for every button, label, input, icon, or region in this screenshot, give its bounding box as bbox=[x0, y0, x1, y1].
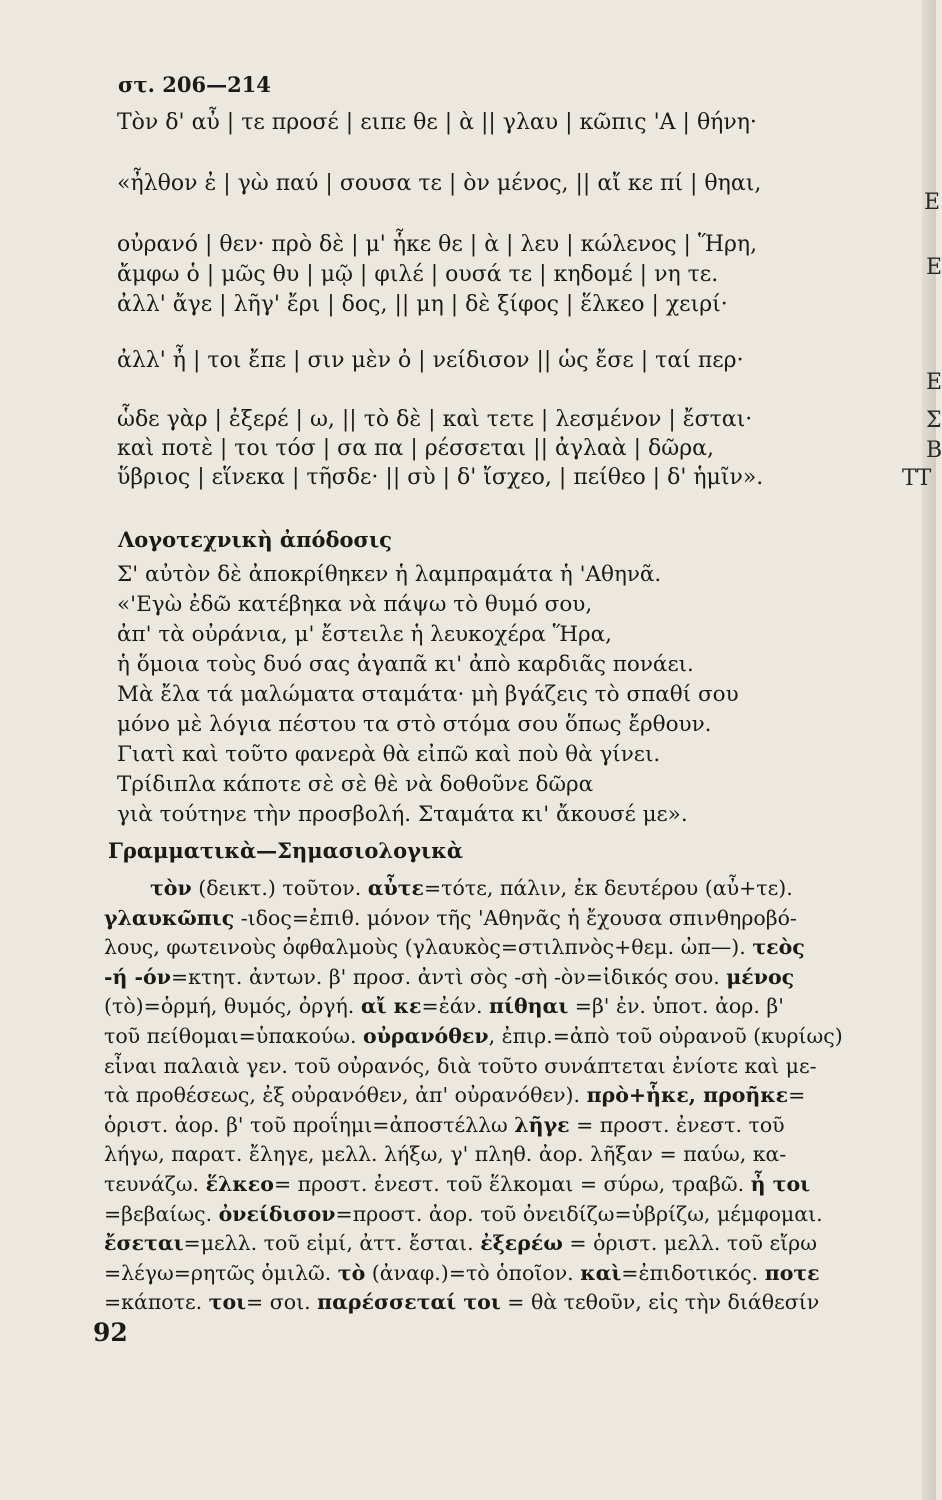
grammar-term: -ή -όν bbox=[104, 964, 171, 989]
grammar-text: =τότε, πάλιν, ἐκ δευτέρου (αὖ+τε). bbox=[424, 876, 793, 900]
grammar-line bbox=[104, 994, 784, 1018]
grammar-line bbox=[104, 1113, 785, 1137]
verse-line: ὧδε γὰρ | ἐξερέ | ω, || τὸ δὲ | καὶ τετε | λεσμένον | ἔσται· bbox=[117, 407, 753, 432]
grammar-text: λήγω, παρατ. ἔληγε, μελλ. λήξω, γ' πληθ. ἀορ. λῆξαν = παύω, κα- bbox=[104, 1142, 787, 1167]
grammar-term: καὶ bbox=[580, 1260, 622, 1285]
translation-line: ἡ ὅμοια τοὺς δυό σας ἀγαπᾶ κι' ἀπὸ καρδιᾶς πονάει. bbox=[117, 652, 694, 677]
page-number: 92 bbox=[93, 1318, 128, 1347]
grammar-text: =λέγω=ρητῶς ὁμιλῶ. bbox=[104, 1260, 338, 1285]
verse-line: ἄμφω ὁ | μῶς θυ | μῷ | φιλέ | ουσά τε | κηδομέ | νη τε. bbox=[117, 262, 719, 287]
grammar-text: , ἐπιρ.=ἀπὸ τοῦ οὐρανοῦ (κυρίως) bbox=[488, 1024, 843, 1048]
verse-line: «ἦλθον ἐ | γὼ παύ | σουσα τε | ὸν μένος, || αἴ κε πί | θηαι, bbox=[117, 171, 762, 196]
grammar-text: εἶναι παλαιὰ γεν. τοῦ οὐρανός, διὰ τοῦτο συνάπτεται ἐνίοτε καὶ με- bbox=[104, 1053, 817, 1078]
grammar-term: ὀνείδισον bbox=[218, 1201, 336, 1226]
grammar-line bbox=[104, 1290, 819, 1314]
grammar-term: αἴ κε bbox=[360, 994, 422, 1019]
grammar-text: λους, φωτεινοὺς ὀφθαλμοὺς (γλαυκὸς=στιλπνὸς+θεμ. ὠπ—). bbox=[104, 935, 753, 960]
translation-line: ἀπ' τὰ οὐράνια, μ' ἔστειλε ἡ λευκοχέρα Ἥρα, bbox=[117, 622, 613, 647]
translation-heading: Λογοτεχνικὴ ἀπόδοσις bbox=[118, 527, 392, 552]
edge-letter: Ε bbox=[926, 370, 942, 395]
grammar-term: ποτε bbox=[764, 1260, 820, 1285]
verse-line: ἀλλ' ἦ | τοι ἔπε | σιν μὲν ὀ | νείδισον || ὡς ἔσε | ταί περ· bbox=[117, 348, 744, 373]
grammar-line bbox=[150, 876, 793, 900]
grammar-term: αὖτε bbox=[367, 876, 424, 900]
grammar-text: =κάποτε. bbox=[104, 1290, 209, 1315]
grammar-text: = θὰ τεθοῦν, εἰς τὴν διάθεσίν bbox=[500, 1290, 820, 1315]
grammar-text: ὁριστ. ἀορ. β' τοῦ προΐημι=ἀποστέλλω bbox=[104, 1112, 515, 1137]
grammar-text: =β' ἐν. ὑποτ. ἀορ. β' bbox=[568, 994, 784, 1019]
edge-letter: Β bbox=[926, 438, 942, 463]
edge-letter: Ε bbox=[924, 190, 941, 215]
grammar-term: πρὸ+ἧκε, προῆκε bbox=[586, 1083, 789, 1108]
grammar-line bbox=[104, 1261, 820, 1285]
grammar-line bbox=[104, 1231, 817, 1255]
translation-line: γιὰ τούτηνε τὴν προσβολή. Σταμάτα κι' ἄκουσέ με». bbox=[117, 802, 688, 827]
grammar-term: πίθηαι bbox=[489, 994, 569, 1019]
grammar-text: =μελλ. τοῦ εἰμί, ἀττ. ἔσται. bbox=[183, 1231, 481, 1256]
grammar-text: τὰ προθέσεως, ἐξ οὐρανόθεν, ἀπ' οὐρανόθεν). bbox=[104, 1083, 587, 1108]
grammar-term: τὸν bbox=[150, 876, 192, 900]
grammar-term: τεὸς bbox=[752, 935, 805, 960]
grammar-term: ἦ τοι bbox=[750, 1172, 811, 1196]
grammar-line bbox=[104, 1172, 810, 1196]
grammar-text: =κτητ. ἀντων. β' προσ. ἀντὶ σὸς -σὴ -ὸν=ἰδικός σου. bbox=[170, 964, 727, 989]
grammar-text: =ἐπιδοτικός. bbox=[621, 1260, 765, 1285]
grammar-term: γλαυκῶπις bbox=[104, 905, 235, 930]
edge-letter: Σ bbox=[926, 408, 942, 433]
grammar-text: =προστ. ἀορ. τοῦ ὀνειδίζω=ὑβρίζω, μέμφομαι. bbox=[335, 1201, 823, 1226]
grammar-text: τευνάζω. bbox=[104, 1172, 206, 1196]
verse-reference: στ. 206—214 bbox=[118, 72, 271, 97]
grammar-line bbox=[104, 1142, 786, 1166]
verse-line: ἀλλ' ἄγε | λῆγ' ἔρι | δος, || μη | δὲ ξίφος | ἕλκεο | χειρί· bbox=[117, 292, 728, 317]
verse-line: καὶ ποτὲ | τοι τόσ | σα πα | ρέσσεται || ἀγλαὰ | δῶρα, bbox=[117, 436, 715, 461]
grammar-term: μένος bbox=[726, 964, 795, 989]
binding-edge bbox=[922, 0, 936, 1500]
grammar-term: ἕλκεο bbox=[205, 1172, 274, 1196]
grammar-text: =βεβαίως. bbox=[104, 1201, 219, 1226]
grammar-text: = ὁριστ. μελλ. τοῦ εἴρω bbox=[562, 1231, 817, 1256]
verse-line: οὐρανό | θεν· πρὸ δὲ | μ' ἧκε θε | ὰ | λευ | κώλενος | Ἥρη, bbox=[117, 232, 758, 257]
grammar-line bbox=[104, 1202, 823, 1226]
grammar-text: =ἐάν. bbox=[421, 994, 490, 1019]
grammar-term: λῆγε bbox=[514, 1112, 570, 1137]
grammar-term: τὸ bbox=[337, 1260, 366, 1285]
edge-letter: ΤΤ bbox=[902, 466, 932, 491]
grammar-term: ἐξερέω bbox=[480, 1231, 563, 1256]
grammar-text: = bbox=[788, 1083, 806, 1108]
translation-line: Μὰ ἔλα τά μαλώματα σταμάτα· μὴ βγάζεις τὸ σπαθί σου bbox=[117, 682, 739, 707]
grammar-line bbox=[104, 935, 805, 959]
edge-letter: Ε bbox=[926, 255, 942, 280]
grammar-line bbox=[104, 1024, 843, 1048]
grammar-term: οὐρανόθεν bbox=[363, 1024, 489, 1048]
translation-line: «'Εγὼ ἐδῶ κατέβηκα νὰ πάψω τὸ θυμό σου, bbox=[117, 592, 593, 617]
grammar-line bbox=[104, 906, 797, 930]
grammar-heading: Γραμματικὰ—Σημασιολογικὰ bbox=[108, 838, 464, 863]
grammar-text: = σοι. bbox=[246, 1290, 318, 1315]
grammar-term: ἔσεται bbox=[104, 1231, 184, 1256]
grammar-term: παρέσσεταί τοι bbox=[317, 1290, 501, 1315]
grammar-text: (δεικτ.) τοῦτον. bbox=[191, 876, 368, 900]
translation-line: μόνο μὲ λόγια πέστου τα στὸ στόμα σου ὅπως ἔρθουν. bbox=[117, 712, 712, 737]
verse-line: ὕβριος | εἵνεκα | τῆσδε· || σὺ | δ' ἴσχεο, | πείθεο | δ' ἡμῖν». bbox=[117, 465, 764, 490]
translation-line: Γιατὶ καὶ τοῦτο φανερὰ θὰ εἰπῶ καὶ ποὺ θὰ γίνει. bbox=[117, 742, 661, 767]
grammar-line bbox=[104, 1054, 817, 1078]
grammar-text: = προστ. ἐνεστ. τοῦ bbox=[569, 1112, 785, 1137]
grammar-text: (τὸ)=ὁρμή, θυμός, ὀργή. bbox=[104, 994, 361, 1019]
grammar-text: (ἀναφ.)=τὸ ὁποῖον. bbox=[365, 1260, 581, 1285]
grammar-text: = προστ. ἐνεστ. τοῦ ἕλκομαι = σύρω, τραβῶ. bbox=[273, 1172, 751, 1196]
grammar-line bbox=[104, 965, 794, 989]
verse-line: Τὸν δ' αὖ | τε προσέ | ειπε θε | ὰ || γλαυ | κῶπις 'Α | θήνη· bbox=[117, 110, 757, 135]
grammar-text: -ιδος=ἐπιθ. μόνον τῆς 'Αθηνᾶς ἡ ἔχουσα σπινθηροβό- bbox=[234, 905, 797, 930]
grammar-term: τοι bbox=[208, 1290, 247, 1315]
grammar-line bbox=[104, 1083, 805, 1107]
grammar-text: τοῦ πείθομαι=ὑπακούω. bbox=[104, 1024, 364, 1048]
translation-line: Σ' αὐτὸν δὲ ἀποκρίθηκεν ἡ λαμπραμάτα ἡ 'Αθηνᾶ. bbox=[117, 562, 662, 587]
translation-line: Τρίδιπλα κάποτε σὲ σὲ θὲ νὰ δοθοῦνε δῶρα bbox=[117, 772, 594, 797]
